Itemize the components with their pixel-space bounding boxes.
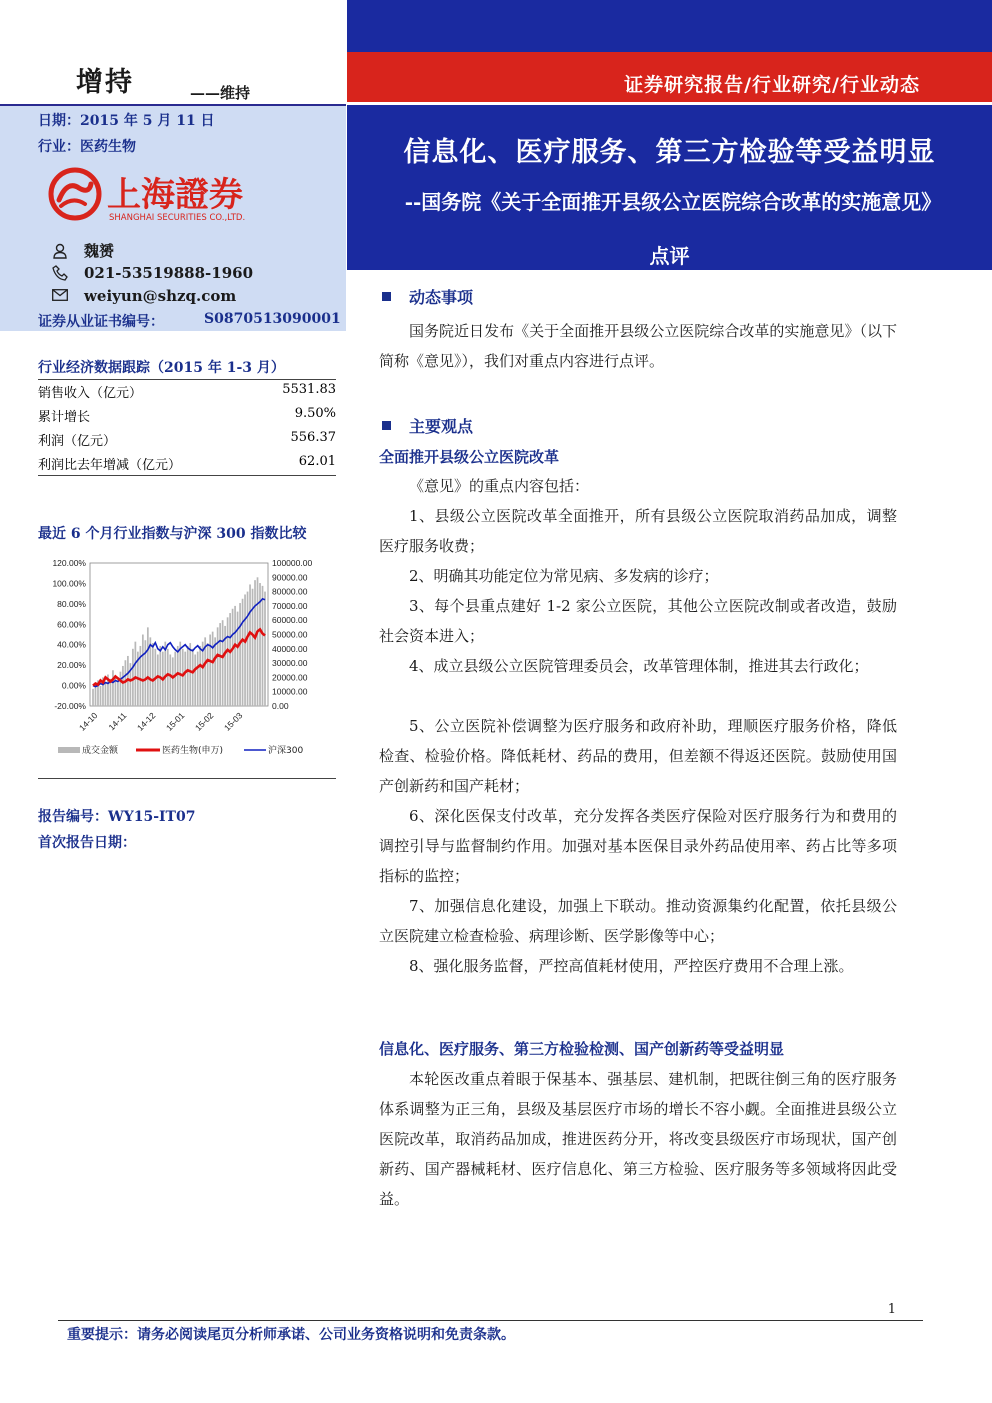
- volume-bar: [120, 672, 122, 706]
- phone-icon: [52, 265, 68, 281]
- report-subtitle-cont: 点评: [649, 244, 690, 268]
- divider: [38, 475, 336, 476]
- volume-bar: [219, 623, 221, 706]
- volume-bar: [144, 640, 146, 706]
- y-right-tick-label: 40000.00: [272, 643, 308, 654]
- row-value: 556.37: [290, 430, 336, 445]
- legend-hs300-label: 沪深300: [268, 746, 304, 756]
- volume-bar: [239, 603, 241, 706]
- rating-previous: ——维持: [190, 84, 251, 102]
- mail-icon: [52, 289, 68, 301]
- volume-bar: [95, 685, 97, 706]
- report-date: [38, 110, 215, 130]
- x-tick-label: 15-01: [163, 710, 187, 733]
- y-left-tick-label: 20.00%: [57, 660, 86, 671]
- volume-bar: [105, 682, 107, 706]
- volume-bar: [212, 632, 214, 706]
- y-left-tick-label: -20.00%: [54, 701, 86, 711]
- volume-bar: [264, 592, 266, 706]
- volume-bar: [242, 599, 244, 706]
- list-item: 1、县级公立医院改革全面推开，所有县级公立医院取消药品加成，调整医疗服务收费；: [379, 507, 897, 555]
- legend-pharma-label: 医药生物(申万): [162, 746, 224, 756]
- volume-bar: [214, 637, 216, 706]
- section-heading: [382, 285, 473, 308]
- y-left-tick-label: 120.00%: [52, 558, 86, 568]
- list-item: 3、每个县重点建好 1-2 家公立医院，其他公立医院改制或者改造，鼓励社会资本进入；: [379, 597, 897, 645]
- report-number-label: 报告编号：: [38, 809, 108, 825]
- x-tick-label: 15-02: [192, 710, 216, 733]
- legend-volume-swatch: [58, 747, 80, 753]
- list-item: 4、成立县级公立医院管理委员会，改革管理体制，推进其去行政化；: [409, 657, 869, 675]
- volume-bar: [117, 680, 119, 706]
- x-tick-label: 14-10: [76, 710, 100, 733]
- industry-value: 医药生物: [80, 139, 136, 155]
- row-label: 利润比去年增减（亿元）: [38, 458, 182, 473]
- subsection-heading: 信息化、医疗服务、第三方检验检测、国产创新药等受益明显: [379, 1040, 785, 1058]
- volume-bar: [164, 642, 166, 706]
- y-right-tick-label: 0.00: [272, 701, 289, 711]
- certificate-label: 证券从业证书编号：: [38, 314, 164, 330]
- table-row: [38, 382, 336, 406]
- y-right-tick-label: 20000.00: [272, 672, 308, 683]
- row-value: 5531.83: [282, 382, 336, 397]
- data-table-title: 行业经济数据跟踪（2015 年 1-3 月）: [38, 360, 285, 376]
- y-right-tick-label: 30000.00: [272, 658, 308, 669]
- certificate-number: S0870513090001: [204, 311, 341, 327]
- volume-bar: [257, 577, 259, 706]
- volume-bar: [167, 649, 169, 706]
- industry-label: 行业：: [38, 139, 80, 155]
- y-left-tick-label: 40.00%: [57, 639, 86, 650]
- volume-bar: [147, 627, 149, 706]
- volume-bar: [237, 612, 239, 706]
- row-value: 62.01: [298, 454, 336, 469]
- volume-bar: [189, 643, 191, 706]
- y-left-tick-label: 60.00%: [57, 619, 86, 630]
- paragraph: 国务院近日发布《关于全面推开县级公立医院综合改革的实施意见》（以下简称《意见》），我们对重点内容进行点评。: [379, 322, 897, 370]
- list-item: 8、强化服务监督，严控高值耗材使用，严控医疗费用不合理上涨。: [409, 957, 854, 975]
- volume-bar: [122, 666, 124, 706]
- x-tick-label: 15-03: [221, 710, 245, 733]
- volume-bar: [112, 670, 114, 706]
- y-left-tick-label: 100.00%: [52, 578, 86, 589]
- volume-bar: [157, 655, 159, 706]
- list-item: 5、公立医院补偿调整为医疗服务和政府补助，理顺医疗服务价格，降低检查、检验价格。降低耗材、药品的费用，但差额不得返还医院。鼓励使用国产创新药和国产耗材；: [379, 717, 897, 795]
- analyst-email[interactable]: weiyun@shzq.com: [84, 287, 237, 305]
- list-item: 7、加强信息化建设，加强上下联动。推动资源集约化配置，依托县级公立医院建立检查检验、病理诊断、医学影像等中心；: [379, 897, 897, 945]
- report-number-value: WY15-IT07: [108, 809, 196, 825]
- volume-bar: [192, 649, 194, 706]
- volume-bar: [92, 689, 94, 706]
- divider: [38, 379, 336, 380]
- volume-bar: [249, 584, 251, 706]
- volume-bar: [135, 642, 137, 706]
- y-right-tick-label: 70000.00: [272, 600, 308, 611]
- table-row: [38, 406, 336, 430]
- section-title: 主要观点: [409, 417, 474, 436]
- footer-notice: 重要提示：请务必阅读尾页分析师承诺、公司业务资格说明和免责条款。: [67, 1327, 515, 1343]
- divider: [38, 778, 336, 779]
- volume-bar: [182, 649, 184, 706]
- x-tick-label: 14-11: [106, 710, 129, 733]
- square-bullet-icon: [382, 292, 391, 301]
- volume-bar: [174, 652, 176, 706]
- person-icon: [52, 243, 68, 259]
- report-number: [38, 806, 195, 826]
- y-right-tick-label: 60000.00: [272, 615, 308, 626]
- page-number: 1: [887, 1302, 896, 1317]
- volume-bar: [194, 655, 196, 706]
- footer-divider: [58, 1320, 923, 1321]
- report-subtitle: --国务院《关于全面推开县级公立医院综合改革的实施意见》: [404, 190, 942, 214]
- paragraph: 《意见》的重点内容包括：: [409, 477, 590, 495]
- legend-volume-label: 成交金额: [82, 746, 119, 756]
- paragraph: 本轮医改重点着眼于保基本、强基层、建机制，把既往倒三角的医疗服务体系调整为正三角，县级及基层医疗市场的增长不容小觑。全面推进县级公立医院改革，取消药品加成，推进医药分开，将改变县级医疗市场现状，国产创新药、国产器械耗材、医疗信息化、第三方检验、医疗服务等多领域将因此受益。: [379, 1070, 897, 1208]
- volume-bar: [244, 594, 246, 706]
- date-label: 日期：: [38, 113, 80, 129]
- volume-bar: [234, 606, 236, 706]
- index-comparison-chart: [38, 553, 336, 768]
- volume-bar: [252, 589, 254, 706]
- y-left-tick-label: 80.00%: [57, 598, 86, 609]
- volume-bar: [197, 652, 199, 706]
- report-headline: 信息化、医疗服务、第三方检验等受益明显: [403, 137, 936, 168]
- shanghai-securities-logo: [45, 166, 285, 226]
- industry: [38, 136, 136, 156]
- y-right-tick-label: 100000.00: [272, 558, 313, 568]
- volume-bar: [229, 613, 231, 706]
- report-type: 证券研究报告/行业研究/行业动态: [624, 74, 920, 96]
- volume-bar: [247, 592, 249, 706]
- volume-bar: [172, 657, 174, 706]
- volume-bar: [187, 646, 189, 706]
- volume-bar: [152, 643, 154, 706]
- section-heading: [382, 414, 473, 437]
- y-right-tick-label: 50000.00: [272, 629, 308, 640]
- row-label: 累计增长: [38, 410, 91, 425]
- rating: 增持: [76, 67, 134, 98]
- first-report-date-label: 首次报告日期：: [38, 835, 136, 851]
- volume-bar: [254, 580, 256, 706]
- pharma-index-line: [93, 629, 265, 685]
- analyst-name: 魏赟: [84, 242, 115, 260]
- row-label: 销售收入（亿元）: [38, 386, 143, 401]
- y-right-tick-label: 10000.00: [272, 686, 308, 697]
- logo-text-en: SHANGHAI SECURITIES CO.,LTD.: [109, 213, 246, 223]
- volume-bar: [177, 646, 179, 706]
- y-right-tick-label: 80000.00: [272, 586, 308, 597]
- row-label: 利润（亿元）: [38, 434, 117, 449]
- volume-bar: [140, 646, 142, 706]
- row-value: 9.50%: [294, 406, 336, 421]
- analyst-phone: 021-53519888-1960: [84, 264, 254, 282]
- date-value: 2015 年 5 月 11 日: [80, 113, 215, 129]
- section-title: 动态事项: [409, 288, 474, 307]
- chart-title: 最近 6 个月行业指数与沪深 300 指数比较: [38, 526, 307, 542]
- volume-bar: [199, 646, 201, 706]
- plot-frame: [90, 563, 268, 706]
- volume-bar: [262, 586, 264, 706]
- subsection-heading: 全面推开县级公立医院改革: [379, 448, 560, 466]
- volume-bar: [232, 609, 234, 706]
- volume-bar: [169, 655, 171, 706]
- y-left-tick-label: 0.00%: [61, 680, 86, 691]
- volume-bar: [207, 643, 209, 706]
- x-tick-label: 14-12: [134, 710, 158, 733]
- volume-bar: [217, 627, 219, 706]
- volume-bar: [184, 652, 186, 706]
- y-right-tick-label: 90000.00: [272, 572, 308, 583]
- table-row: [38, 430, 336, 454]
- square-bullet-icon: [382, 421, 391, 430]
- volume-bar: [222, 620, 224, 706]
- logo-text-cn: 上海證券: [107, 175, 243, 215]
- volume-bar: [142, 635, 144, 707]
- volume-bar: [227, 617, 229, 706]
- banner-top-bar: [347, 0, 992, 52]
- list-item: 6、深化医保支付改革，充分发挥各类医疗保险对医疗服务行为和费用的调控引导与监督制约作用。加强对基本医保目录外药品使用率、药占比等多项指标的监控；: [379, 807, 897, 885]
- list-item: 2、明确其功能定位为常见病、多发病的诊疗；: [409, 567, 719, 585]
- volume-bar: [100, 686, 102, 706]
